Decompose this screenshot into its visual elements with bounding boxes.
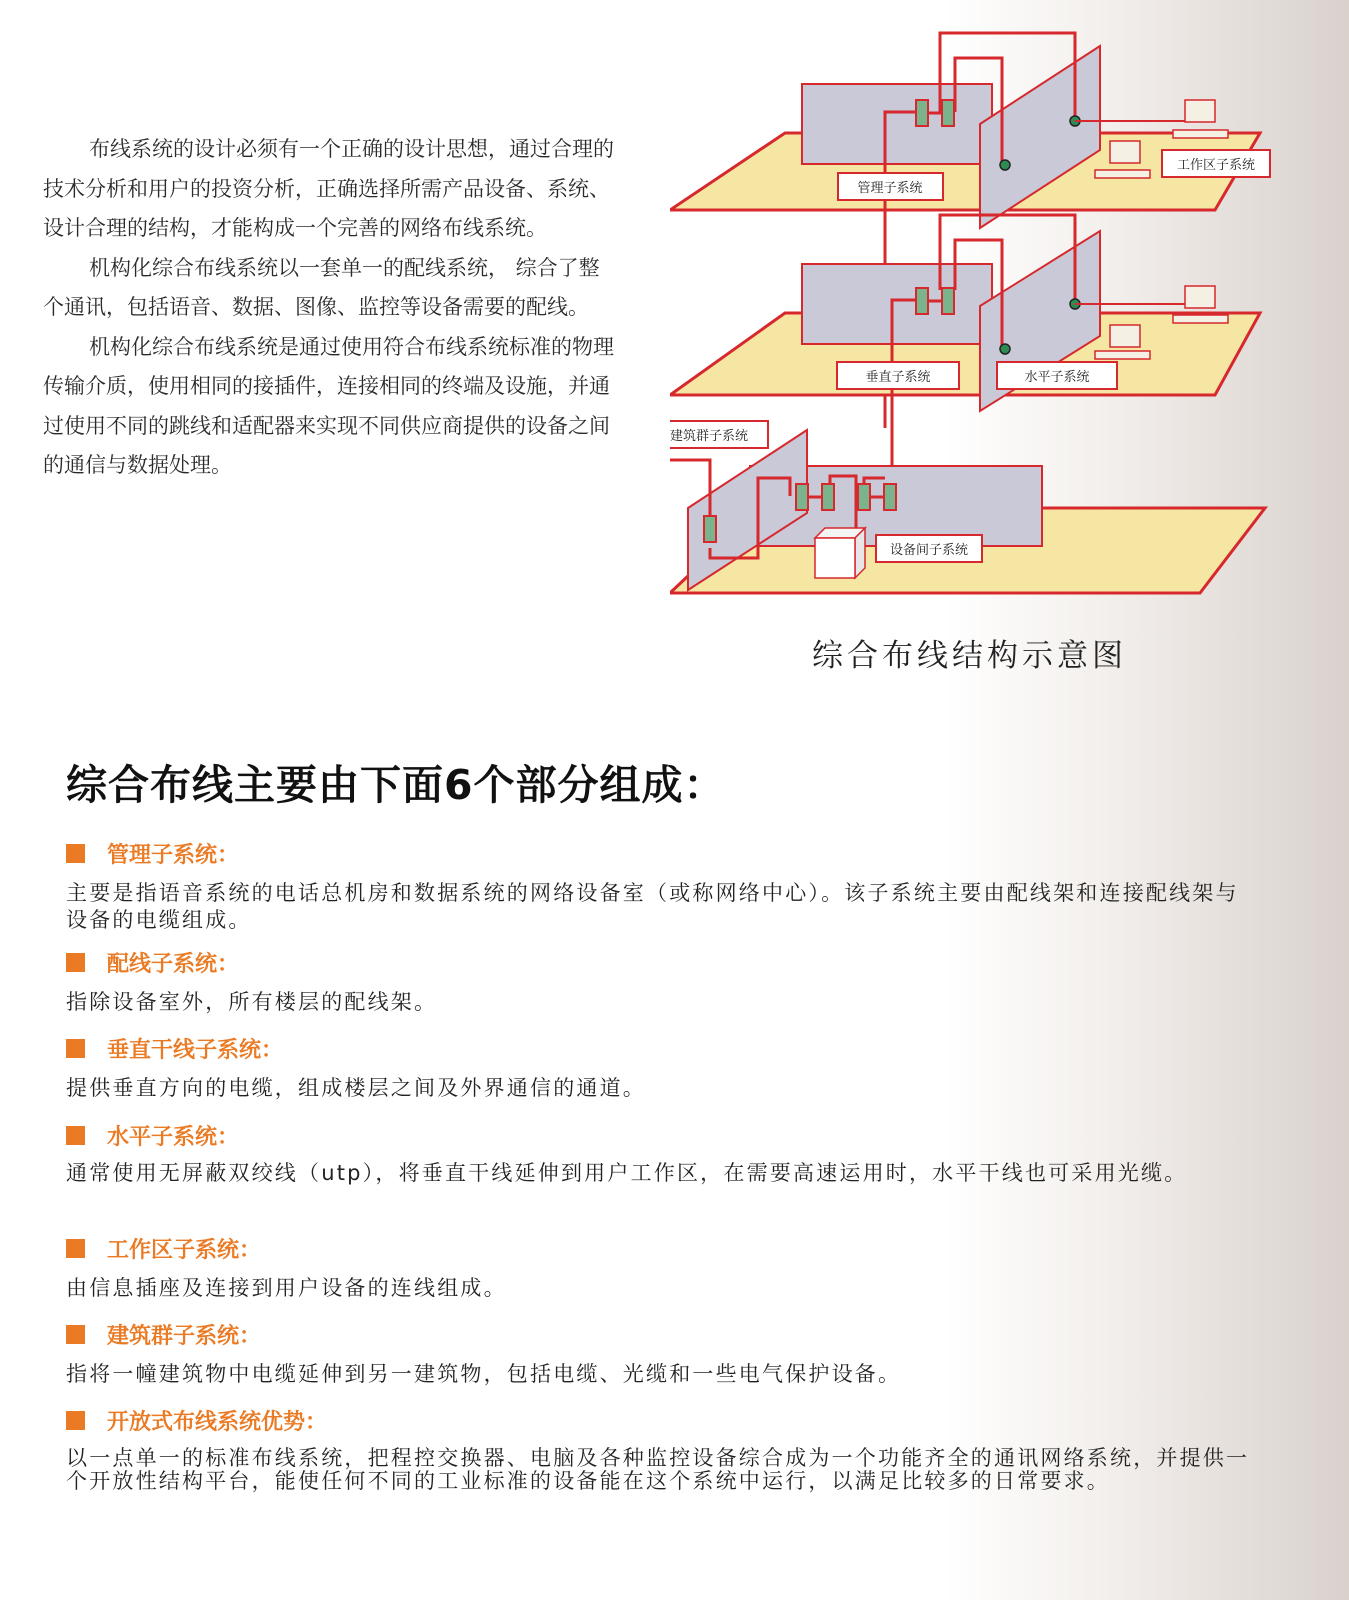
patch-panel	[942, 100, 954, 126]
horizontal-label-box	[997, 362, 1117, 389]
management-label-box	[838, 173, 943, 200]
square-bullet-icon	[66, 1325, 85, 1344]
patch-panel	[916, 288, 928, 314]
section-title-text: 建筑群子系统：	[107, 1324, 262, 1349]
section-title	[66, 1319, 1256, 1350]
equipment-room-label: 设备间子系统	[889, 543, 969, 558]
keyboard-icon	[1173, 130, 1228, 138]
patch-panel	[916, 100, 928, 126]
square-bullet-icon	[66, 1411, 85, 1430]
section-vertical-trunk	[66, 1033, 1256, 1102]
section-title-text: 开放式布线系统优势：	[107, 1410, 328, 1435]
cabling-structure-diagram	[670, 28, 1310, 608]
section-headline: 综合布线主要由下面6个部分组成：	[66, 761, 726, 809]
computer-icon	[1110, 141, 1140, 163]
section-body: 指除设备室外，所有楼层的配线架。	[66, 990, 438, 1014]
section-title-text: 工作区子系统：	[107, 1238, 262, 1263]
intro-paragraph: 机构化综合布线系统是通过使用符合布线系统标准的物理传输介质，使用相同的接插件，连接相同的终端及设施，并通过使用不同的跳线和适配器来实现不同供应商提供的设备之间的通信与数据处理。	[43, 334, 614, 477]
connector-block	[704, 516, 716, 542]
keyboard-icon	[1095, 170, 1150, 178]
section-title	[66, 838, 1256, 869]
section-work-area	[66, 1233, 1256, 1302]
section-title	[66, 947, 1256, 978]
patch-panel	[822, 484, 834, 510]
bottom-floor	[670, 421, 1265, 593]
section-building-group	[66, 1319, 1256, 1388]
management-label: 管理子系统	[857, 181, 923, 196]
computer-icon	[1185, 100, 1215, 122]
section-body: 以一点单一的标准布线系统，把程控交换器、电脑及各种监控设备综合成为一个功能齐全的通讯网络系统，并提供一个开放性结构平台，能使任何不同的工业标准的设备能在这个系统中运行，以满足比较多的日常要求。	[66, 1446, 1250, 1493]
keyboard-icon	[1173, 315, 1228, 323]
section-open-cabling-advantages	[66, 1405, 1256, 1493]
section-title-text: 配线子系统：	[107, 952, 240, 977]
section-title	[66, 1033, 1256, 1064]
building-group-label-box	[670, 421, 768, 448]
patch-panel	[796, 484, 808, 510]
patch-panel	[858, 484, 870, 510]
square-bullet-icon	[66, 1239, 85, 1258]
work-area-label: 工作区子系统	[1176, 158, 1256, 173]
section-horizontal	[66, 1120, 1256, 1185]
section-body: 主要是指语音系统的电话总机房和数据系统的网络设备室（或称网络中心）。该子系统主要由配线架和连接配线架与设备的电缆组成。	[66, 881, 1239, 932]
vertical-label-box	[837, 362, 959, 389]
intro-paragraph: 机构化综合布线系统以一套单一的配线系统， 综合了整个通讯，包括语音、数据、图像、监控等设备需要的配线。	[43, 255, 600, 319]
vertical-label: 垂直子系统	[865, 370, 931, 385]
computer-icon	[1110, 325, 1140, 347]
section-management	[66, 838, 1256, 934]
work-area-label-box	[1162, 150, 1270, 177]
square-bullet-icon	[66, 953, 85, 972]
section-title-text: 垂直干线子系统：	[107, 1038, 284, 1063]
computer-icon	[1185, 286, 1215, 308]
keyboard-icon	[1095, 351, 1150, 359]
office-wall	[802, 264, 992, 344]
outlet-icon	[1000, 344, 1010, 354]
building-group-label: 建筑群子系统	[670, 429, 749, 444]
square-bullet-icon	[66, 1039, 85, 1058]
square-bullet-icon	[66, 844, 85, 863]
patch-panel	[942, 288, 954, 314]
section-body: 通常使用无屏蔽双绞线（utp），将垂直干线延伸到用户工作区，在需要高速运用时，水平干线也可采用光缆。	[66, 1161, 1188, 1185]
equipment-cabinet-icon	[815, 528, 865, 578]
section-distribution	[66, 947, 1256, 1016]
patch-panel	[884, 484, 896, 510]
section-body: 由信息插座及连接到用户设备的连线组成。	[66, 1276, 507, 1300]
office-wall	[802, 84, 992, 164]
square-bullet-icon	[66, 1126, 85, 1145]
section-title-text: 水平子系统：	[107, 1125, 240, 1150]
horizontal-label: 水平子系统	[1024, 370, 1090, 385]
intro-text	[43, 130, 618, 486]
diagram-caption: 综合布线结构示意图	[812, 638, 1127, 674]
outlet-icon	[1000, 160, 1010, 170]
section-body: 提供垂直方向的电缆，组成楼层之间及外界通信的通道。	[66, 1076, 646, 1100]
equipment-room-label-box	[876, 535, 982, 562]
section-body: 指将一幢建筑物中电缆延伸到另一建筑物，包括电缆、光缆和一些电气保护设备。	[66, 1362, 902, 1386]
section-title-text: 管理子系统：	[107, 843, 240, 868]
section-title	[66, 1120, 1256, 1151]
intro-paragraph: 布线系统的设计必须有一个正确的设计思想，通过合理的技术分析和用户的投资分析，正确选择所需产品设备、系统、设计合理的结构，才能构成一个完善的网络布线系统。	[43, 137, 614, 240]
section-title	[66, 1233, 1256, 1264]
section-title	[66, 1405, 1256, 1436]
